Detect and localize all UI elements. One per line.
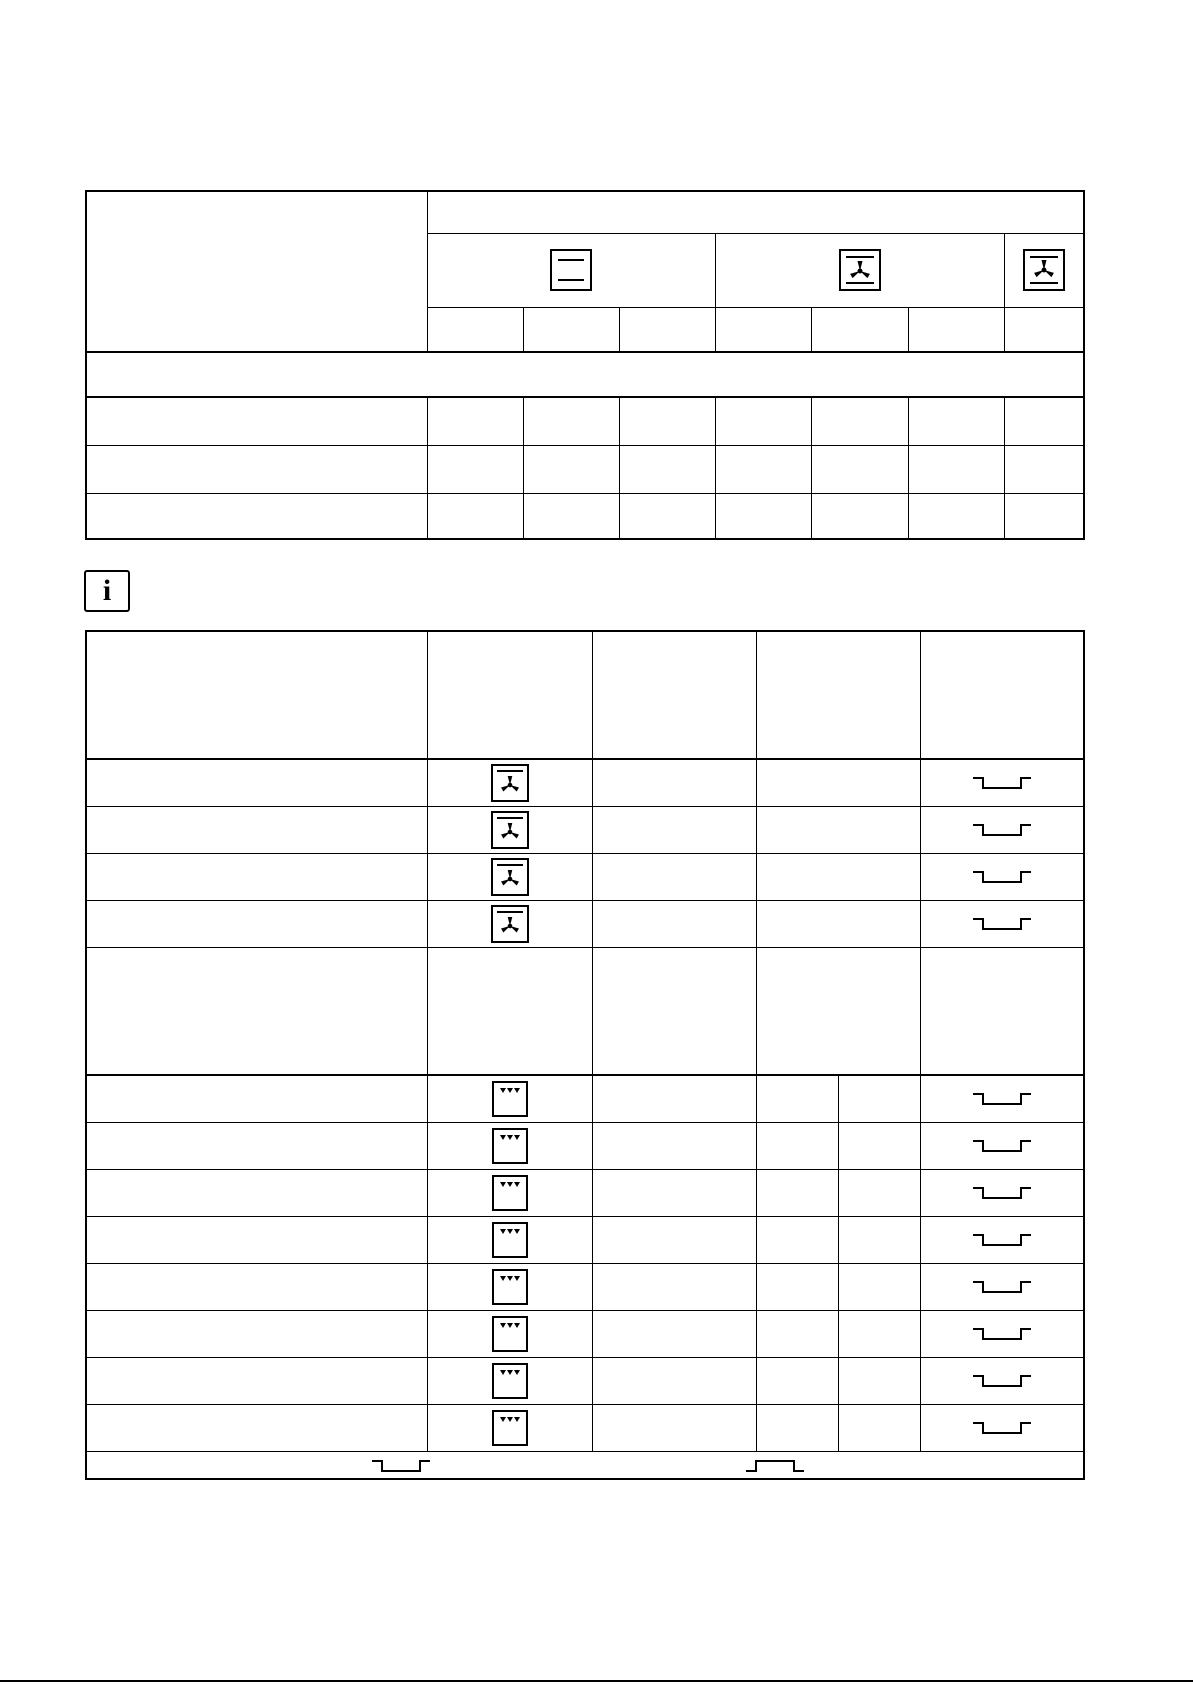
- grill-icon: [492, 1222, 528, 1258]
- header-conventional: [427, 233, 715, 307]
- value-cell: [1004, 445, 1084, 493]
- level-cell: [920, 853, 1084, 900]
- row-label-cell: [86, 900, 427, 947]
- baking-tin-icon: [971, 1089, 1033, 1109]
- value-cell: [715, 445, 811, 493]
- value-cell: [756, 1310, 838, 1357]
- value-cell: [592, 1216, 756, 1263]
- value-cell: [592, 806, 756, 853]
- row-label-cell: [86, 1216, 427, 1263]
- function-cell: [427, 1263, 592, 1310]
- row-label-cell: [86, 1310, 427, 1357]
- value-cell: [619, 493, 715, 539]
- value-cell: [592, 1122, 756, 1169]
- function-cell: [427, 1310, 592, 1357]
- value-cell: [756, 1169, 838, 1216]
- fan-heat-icon: [839, 249, 881, 291]
- value-cell: [756, 1357, 838, 1404]
- value-cell: [838, 1263, 920, 1310]
- page-bottom-rule: [0, 1680, 1193, 1682]
- header-sub-cell: [1004, 307, 1084, 352]
- baking-tin-icon: [971, 773, 1033, 793]
- header-sub-cell: [619, 307, 715, 352]
- value-cell: [756, 1075, 838, 1122]
- value-cell: [838, 1169, 920, 1216]
- baking-tin-icon: [370, 1456, 432, 1476]
- header-temperature-cell: [592, 631, 756, 759]
- fan-heat-icon: [491, 764, 529, 802]
- header-sub-cell: [523, 307, 619, 352]
- value-cell: [756, 1122, 838, 1169]
- value-cell: [592, 1263, 756, 1310]
- level-cell: [920, 1216, 1084, 1263]
- value-cell: [838, 1310, 920, 1357]
- value-cell: [592, 1075, 756, 1122]
- grill-icon: [492, 1175, 528, 1211]
- value-cell: [756, 1404, 838, 1451]
- subheader-cell: [427, 947, 592, 1075]
- baking-tin-icon: [971, 1277, 1033, 1297]
- baking-tin-icon: [971, 1183, 1033, 1203]
- row-label-cell: [86, 1263, 427, 1310]
- function-cell: [427, 759, 592, 806]
- fan-heat-icon: [491, 811, 529, 849]
- header-sub-cell: [715, 307, 811, 352]
- settings-table-top: [85, 190, 1085, 540]
- value-cell: [838, 1357, 920, 1404]
- value-cell: [908, 397, 1004, 445]
- value-cell: [1004, 397, 1084, 445]
- level-cell: [920, 1310, 1084, 1357]
- value-cell: [592, 1169, 756, 1216]
- header-time-cell: [756, 631, 920, 759]
- row-label-cell: [86, 1404, 427, 1451]
- value-cell: [811, 397, 908, 445]
- legend-row: [86, 1451, 1084, 1479]
- baking-tin-icon: [971, 1324, 1033, 1344]
- baking-tin-icon: [971, 914, 1033, 934]
- fan-heat-icon: [491, 858, 529, 896]
- function-cell: [427, 1122, 592, 1169]
- value-cell: [592, 853, 756, 900]
- level-cell: [920, 1357, 1084, 1404]
- function-cell: [427, 806, 592, 853]
- value-cell: [619, 445, 715, 493]
- function-cell: [427, 1216, 592, 1263]
- fan-heat-icon: [491, 905, 529, 943]
- grill-icon: [492, 1410, 528, 1446]
- fan-top-heat-icon: [1023, 249, 1065, 291]
- grill-icon: [492, 1269, 528, 1305]
- header-function-cell: [427, 631, 592, 759]
- grill-icon: [492, 1316, 528, 1352]
- section-title-row: [86, 352, 1084, 397]
- function-cell: [427, 1357, 592, 1404]
- value-cell: [523, 445, 619, 493]
- level-cell: [920, 900, 1084, 947]
- baking-tin-icon: [971, 1136, 1033, 1156]
- header-fan-top: [1004, 233, 1084, 307]
- value-cell: [756, 1216, 838, 1263]
- row-label-cell: [86, 1075, 427, 1122]
- level-cell: [920, 759, 1084, 806]
- level-cell: [920, 806, 1084, 853]
- value-cell: [427, 493, 523, 539]
- value-cell: [592, 1357, 756, 1404]
- value-cell: [715, 397, 811, 445]
- top-bottom-heat-icon: [550, 249, 592, 291]
- value-cell: [523, 493, 619, 539]
- header-sub-cell: [811, 307, 908, 352]
- subheader-cell: [592, 947, 756, 1075]
- value-cell: [838, 1122, 920, 1169]
- value-cell: [908, 445, 1004, 493]
- grill-icon: [492, 1363, 528, 1399]
- value-cell: [838, 1216, 920, 1263]
- function-cell: [427, 900, 592, 947]
- header-level-cell: [920, 631, 1084, 759]
- header-sub-cell: [908, 307, 1004, 352]
- header-sub-cell: [427, 307, 523, 352]
- value-cell: [592, 1404, 756, 1451]
- header-function-group: [427, 191, 1084, 233]
- value-cell: [756, 1263, 838, 1310]
- value-cell: [619, 397, 715, 445]
- function-cell: [427, 853, 592, 900]
- row-label-cell: [86, 493, 427, 539]
- header-empty-cell: [86, 191, 427, 352]
- value-cell: [592, 1310, 756, 1357]
- header-food-cell: [86, 631, 427, 759]
- value-cell: [811, 445, 908, 493]
- info-icon-label: i: [102, 574, 112, 607]
- level-cell: [920, 1075, 1084, 1122]
- subheader-cell: [756, 947, 920, 1075]
- value-cell: [908, 493, 1004, 539]
- value-cell: [592, 900, 756, 947]
- baking-tin-icon: [971, 1230, 1033, 1250]
- function-cell: [427, 1169, 592, 1216]
- value-cell: [592, 759, 756, 806]
- subheader-cell: [920, 947, 1084, 1075]
- level-cell: [920, 1122, 1084, 1169]
- baking-tin-icon: [971, 1418, 1033, 1438]
- baking-tin-icon: [971, 867, 1033, 887]
- value-cell: [523, 397, 619, 445]
- row-label-cell: [86, 445, 427, 493]
- row-label-cell: [86, 1122, 427, 1169]
- baking-tin-icon: [971, 1371, 1033, 1391]
- row-label-cell: [86, 759, 427, 806]
- row-label-cell: [86, 1357, 427, 1404]
- row-label-cell: [86, 1169, 427, 1216]
- level-cell: [920, 1404, 1084, 1451]
- level-cell: [920, 1263, 1084, 1310]
- value-cell: [756, 853, 920, 900]
- value-cell: [756, 806, 920, 853]
- subheader-cell: [86, 947, 427, 1075]
- baking-tin-icon: [971, 820, 1033, 840]
- row-label-cell: [86, 397, 427, 445]
- value-cell: [756, 759, 920, 806]
- inverted-tin-icon: [744, 1456, 806, 1476]
- level-cell: [920, 1169, 1084, 1216]
- grill-icon: [492, 1128, 528, 1164]
- row-label-cell: [86, 853, 427, 900]
- value-cell: [838, 1404, 920, 1451]
- grill-icon: [492, 1081, 528, 1117]
- header-fan-assisted: [715, 233, 1004, 307]
- value-cell: [756, 900, 920, 947]
- function-cell: [427, 1404, 592, 1451]
- value-cell: [715, 493, 811, 539]
- value-cell: [811, 493, 908, 539]
- value-cell: [1004, 493, 1084, 539]
- settings-table-bottom: [85, 630, 1085, 1480]
- row-label-cell: [86, 806, 427, 853]
- value-cell: [427, 397, 523, 445]
- function-cell: [427, 1075, 592, 1122]
- info-icon: [84, 570, 130, 612]
- value-cell: [427, 445, 523, 493]
- value-cell: [838, 1075, 920, 1122]
